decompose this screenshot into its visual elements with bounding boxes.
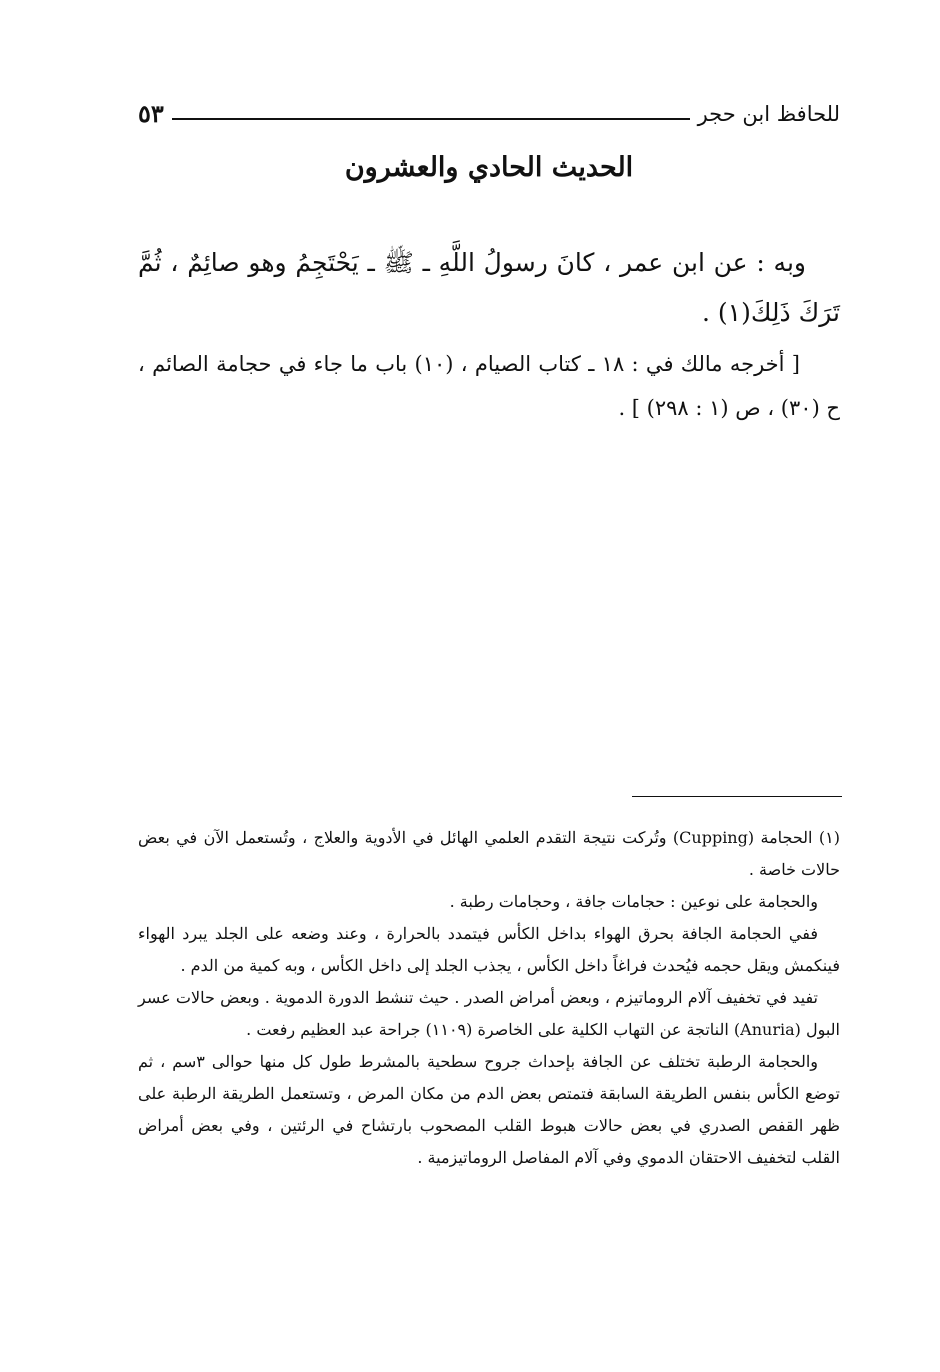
footnote-paragraph: (١) الحجامة (Cupping) وتُركت نتيجة التقدم العلمي الهائل في الأدوية والعلاج ، وتُستعمل الآن في بعض حالات خاصة . [138, 828, 840, 879]
header-rule [172, 118, 690, 120]
footnotes [138, 822, 840, 1174]
hadith-text: وبه : عن ابن عمر ، كانَ رسولُ اللَّهِ ـ ﷺ ـ يَحْتَجِمُ وهو صائِمٌ ، ثُمَّ تَرَكَ ذَلِكَ(١) . [138, 248, 840, 327]
footnote-paragraph: ففي الحجامة الجافة بحرق الهواء بداخل الكأس فيتمدد بالحرارة ، وعند وضعه على الجلد يبرد الهواء فينكمش ويقل حجمه فيُحدث فراغاً داخل الكأس ، يجذب الجلد إلى داخل الكأس ، وبه كمية من الدم . [138, 924, 840, 975]
footnote-paragraph: تفيد في تخفيف آلام الروماتيزم ، وبعض أمراض الصدر . حيث تنشط الدورة الدموية . وبعض حالات عسر البول (Anuria) الناتجة عن التهاب الكلية على الخاصرة (١١٠٩) جراحة عبد العظيم رفعت . [138, 988, 840, 1039]
page-number: ٥٣ [138, 99, 164, 128]
footnote-paragraph: والحجامة على نوعين : حجامات جافة ، وحجامات رطبة . [449, 892, 818, 911]
page-header [138, 92, 840, 128]
footnote-separator [632, 796, 842, 797]
hadith-title: الحديث الحادي والعشرون [344, 152, 634, 183]
running-head: للحافظ ابن حجر [697, 102, 840, 126]
takhrij-note: [ أخرجه مالك في : ١٨ ـ كتاب الصيام ، (١٠) باب ما جاء في حجامة الصائم ، ح (٣٠) ، ص (١ : ٢٩٨) ] . [138, 352, 840, 420]
footnote-paragraph: والحجامة الرطبة تختلف عن الجافة بإحداث جروح سطحية بالمشرط طول كل منها حوالى ٣سم ، ثم توضع الكأس بنفس الطريقة السابقة فتمتص بعض الدم من مكان المرض ، وتستعمل الطريقة الرطبة على ظهر القفص الصدري في بعض حالات هبوط القلب المصحوب بارتشاح في الرئتين ، وفي بعض أمراض القلب لتخفيف الاحتقان الدموي وفي آلام المفاصل الروماتيزمية . [138, 1052, 840, 1167]
